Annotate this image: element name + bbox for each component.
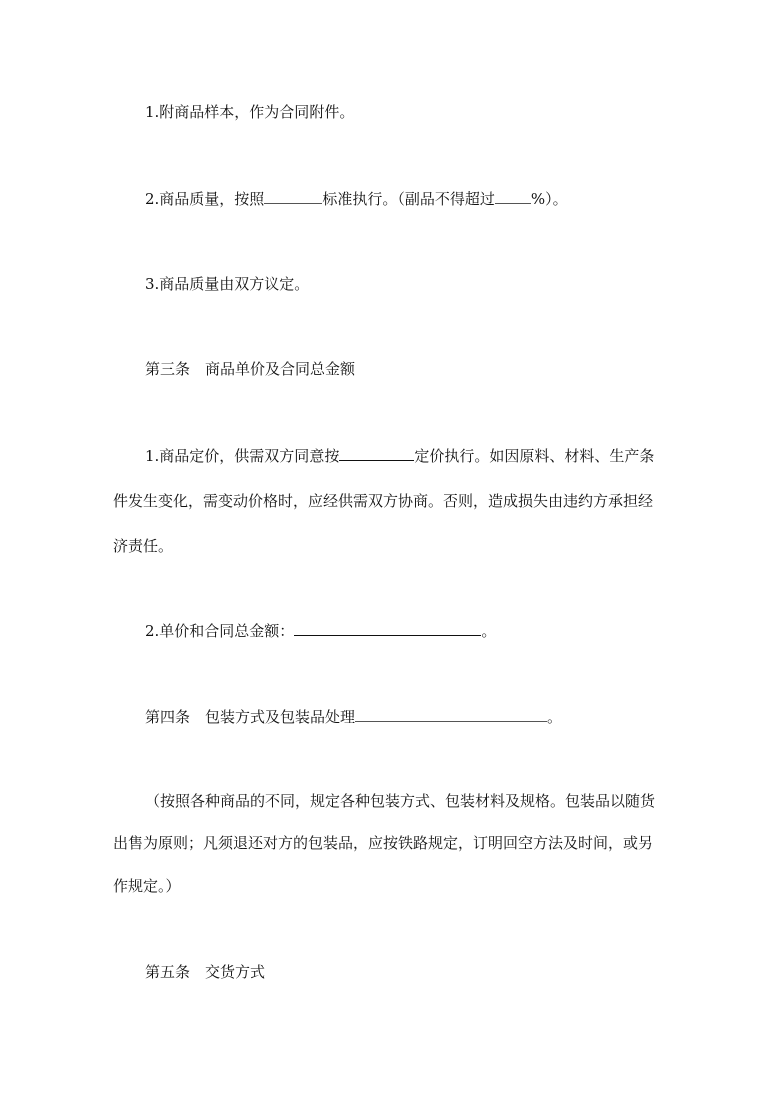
unit-price-label: 2.单价和合同总金额： [145,622,295,640]
packaging-line-3: 作规定。） [113,877,181,895]
item-3-quality-agreed: 3.商品质量由双方议定。 [145,275,310,293]
item-2-quality-standard [145,188,568,209]
packaging-blank [355,706,547,722]
standard-blank [264,188,322,204]
unit-price-total-line [145,620,496,641]
pricing-blank [339,445,414,461]
item-2-text-c: %）。 [530,190,568,208]
item-2-text-b: 标准执行。（副品不得超过 [322,190,495,208]
pricing-text-a: 1.商品定价，供需双方同意按 [145,447,340,465]
item-2-text-a: 2.商品质量，按照 [145,190,265,208]
article-4-heading [145,706,562,727]
article-5-heading: 第五条 交货方式 [145,963,266,981]
item-1-sample-attachment: 1.附商品样本，作为合同附件。 [145,103,355,121]
article-4-end: 。 [547,708,563,726]
article-4-text: 第四条 包装方式及包装品处理 [145,708,356,726]
pricing-paragraph [113,445,661,555]
pricing-line-1 [145,445,654,466]
packaging-line-2: 出售为原则；凡须退还对方的包装品，应按铁路规定，订明回空方法及时间，或另 [113,834,654,852]
pricing-text-b: 定价执行。如因原料、材料、生产条 [414,447,655,465]
packaging-paragraph [113,791,661,901]
packaging-line-1: （按照各种商品的不同，规定各种包装方式、包装材料及规格。包装品以随货 [145,792,656,810]
pricing-line-2: 件发生变化，需变动价格时，应经供需双方协商。否则，造成损失由违约方承担经 [113,492,654,510]
unit-price-end: 。 [481,622,497,640]
total-amount-blank [294,620,481,636]
article-3-heading: 第三条 商品单价及合同总金额 [145,360,356,378]
pricing-line-3: 济责任。 [113,537,174,555]
percent-blank [495,188,531,204]
